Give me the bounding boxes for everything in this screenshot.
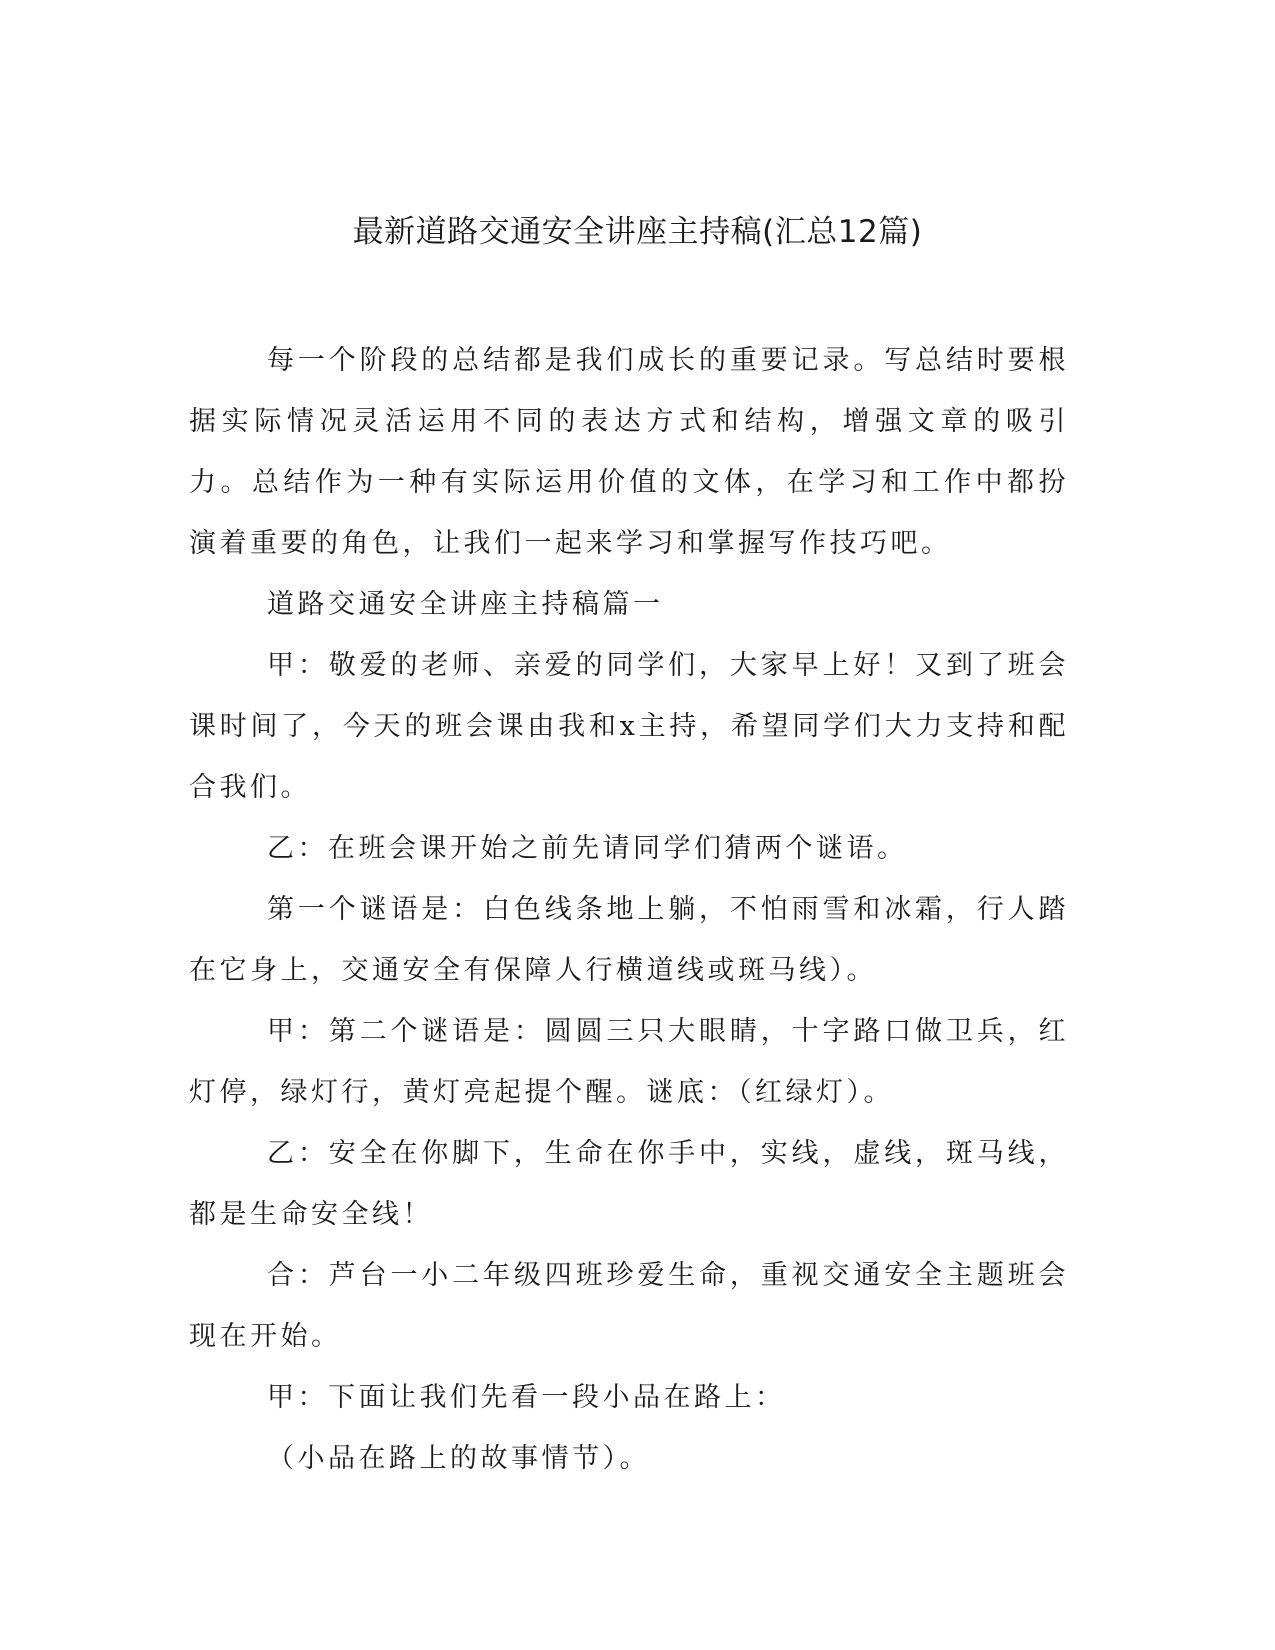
stage-direction: （小品在路上的故事情节）。 — [267, 1443, 650, 1474]
document-title: 最新道路交通安全讲座主持稿(汇总12篇) — [352, 214, 923, 250]
dialogue-paragraph: 第一个谜语是：白色线条地上躺，不怕雨雪和冰霜，行人踏在它身上，交通安全有保障人行横道线或斑马线）。 — [189, 894, 1069, 986]
dialogue-paragraph: 甲：敬爱的老师、亲爱的同学们，大家早上好！又到了班会课时间了，今天的班会课由我和x主持，希望同学们大力支持和配合我们。 — [189, 650, 1069, 803]
dialogue-paragraph: 甲：下面让我们先看一段小品在路上： — [267, 1382, 786, 1413]
section-heading: 道路交通安全讲座主持稿篇一 — [267, 589, 664, 620]
dialogue-paragraph: 甲：第二个谜语是：圆圆三只大眼睛，十字路口做卫兵，红灯停，绿灯行，黄灯亮起提个醒。谜底：（红绿灯）。 — [189, 1016, 1069, 1108]
dialogue-paragraph: 合：芦台一小二年级四班珍爱生命，重视交通安全主题班会现在开始。 — [189, 1260, 1069, 1352]
dialogue-paragraph: 乙：安全在你脚下，生命在你手中，实线，虚线，斑马线，都是生命安全线！ — [189, 1138, 1069, 1230]
intro-paragraph: 每一个阶段的总结都是我们成长的重要记录。写总结时要根据实际情况灵活运用不同的表达方式和结构，增强文章的吸引力。总结作为一种有实际运用价值的文体，在学习和工作中都扮演着重要的角色，让我们一起来学习和掌握写作技巧吧。 — [189, 345, 1069, 559]
dialogue-paragraph: 乙：在班会课开始之前先请同学们猜两个谜语。 — [267, 833, 908, 864]
document-body — [189, 330, 1069, 1489]
